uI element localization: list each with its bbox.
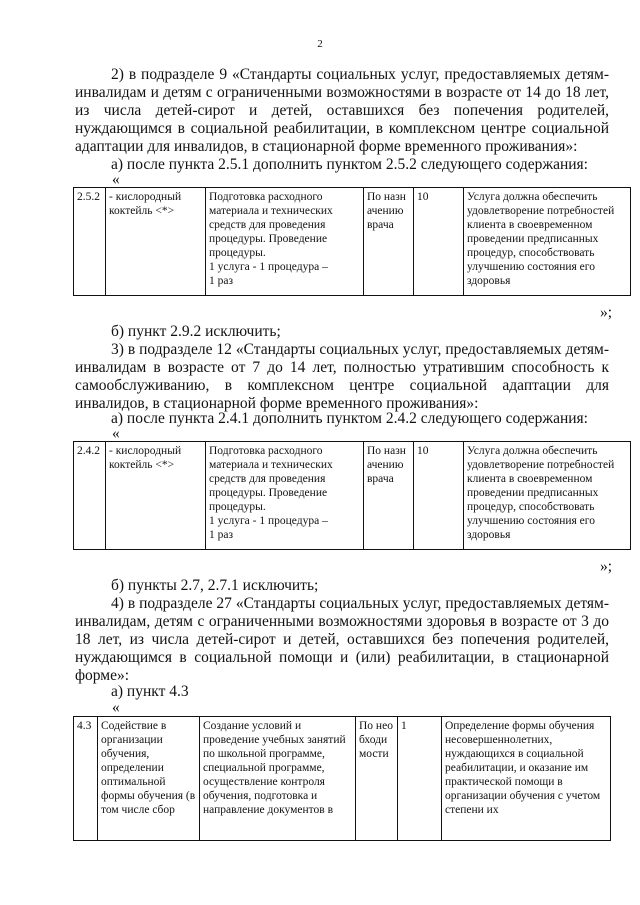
table2-quote-close: »; [599, 558, 612, 575]
item4-a: а) пункт 4.3 [111, 683, 189, 700]
table2-row [74, 442, 631, 550]
table1-quote-open: « [112, 171, 120, 188]
table1-description-unit: 1 услуга - 1 процедура – [209, 261, 328, 273]
table1-quote-close: »; [599, 304, 612, 321]
table3-row [74, 717, 611, 841]
table2-description-cell [206, 442, 364, 550]
table3-period: По необходимости [356, 717, 398, 841]
item3-b: б) пункты 2.7, 2.7.1 исключить; [111, 577, 319, 594]
table1 [73, 187, 631, 296]
table1-service: - кислородный коктейль <*> [106, 188, 206, 296]
table2-description-unit: 1 услуга - 1 процедура – [209, 515, 328, 527]
item3-a: а) после пункта 2.4.1 дополнить пунктом 2.4.2 следующего содержания: [111, 410, 588, 427]
item2-b: б) пункт 2.9.2 исключить; [111, 323, 281, 340]
table2-code: 2.4.2 [74, 442, 106, 550]
table2-quote-open: « [112, 425, 120, 442]
table1-description-unit2: 1 раз [209, 275, 234, 287]
table3-result: Определение формы обучения несовершеннолетних, нуждающихся в социальной реабилитации, и оказание им практической помощи в организации обучения с учетом степени их [442, 717, 611, 841]
item3-intro: 3) в подразделе 12 «Стандарты социальных услуг, предоставляемых детям-инвалидам в возрасте от 7 до 14 лет, полностью утратившим способность к самообслуживанию, в комплексном центре социальной адаптации для инвалидов, в стационарной форме временного проживания»: [75, 341, 609, 412]
table1-quantity: 10 [414, 188, 464, 296]
table2-result: Услуга должна обеспечить удовлетворение потребностей клиента в своевременном проведении предписанных процедур, способствовать улучшению состояния его здоровья [464, 442, 631, 550]
table1-result: Услуга должна обеспечить удовлетворение потребностей клиента в своевременном проведении предписанных процедур, способствовать улучшению состояния его здоровья [464, 188, 631, 296]
table2-description: Подготовка расходного материала и технических средств для проведения процедуры. Проведение процедуры. [209, 445, 333, 513]
table3-code: 4.3 [74, 717, 98, 841]
table3-quote-open: « [112, 699, 120, 716]
table3 [73, 716, 611, 841]
item2-a: а) после пункта 2.5.1 дополнить пунктом 2.5.2 следующего содержания: [111, 156, 588, 173]
table1-row [74, 188, 631, 296]
table2-description-unit2: 1 раз [209, 529, 234, 541]
table1-description-cell [206, 188, 364, 296]
table2-service: - кислородный коктейль <*> [106, 442, 206, 550]
item4-intro: 4) в подразделе 27 «Стандарты социальных услуг, предоставляемых детям-инвалидам, детям с ограниченными возможностями здоровья в возрасте от 3 до 18 лет, из числа детей-сирот и детей, оставшихся без попечения родителей, нуждающимся в социальной помощи и (или) реабилитации, в стационарной форме»: [75, 595, 609, 684]
item2-intro: 2) в подразделе 9 «Стандарты социальных услуг, предоставляемых детям-инвалидам и детям с ограниченными возможностями в возрасте от 14 до 18 лет, из числа детей-сирот и детей, оставшихся без попечения родителей, нуждающимся в социальной реабилитации, в комплексном центре социальной адаптации для инвалидов, в стационарной форме временного проживания»: [75, 66, 609, 155]
table1-description: Подготовка расходного материала и технических средств для проведения процедуры. Проведение процедуры. [209, 191, 333, 259]
table2 [73, 441, 631, 550]
page-number: 2 [317, 38, 323, 50]
table3-quantity: 1 [398, 717, 442, 841]
table1-period: По назначению врача [364, 188, 414, 296]
table2-period: По назначению врача [364, 442, 414, 550]
table3-description: Создание условий и проведение учебных занятий по школьной программе, специальной программе, осуществление контроля обучения, подготовка и направление документов в [200, 717, 356, 841]
table3-service: Содействие в организации обучения, определении оптимальной формы обучения (в том числе сбор [98, 717, 200, 841]
table1-code: 2.5.2 [74, 188, 106, 296]
table2-quantity: 10 [414, 442, 464, 550]
